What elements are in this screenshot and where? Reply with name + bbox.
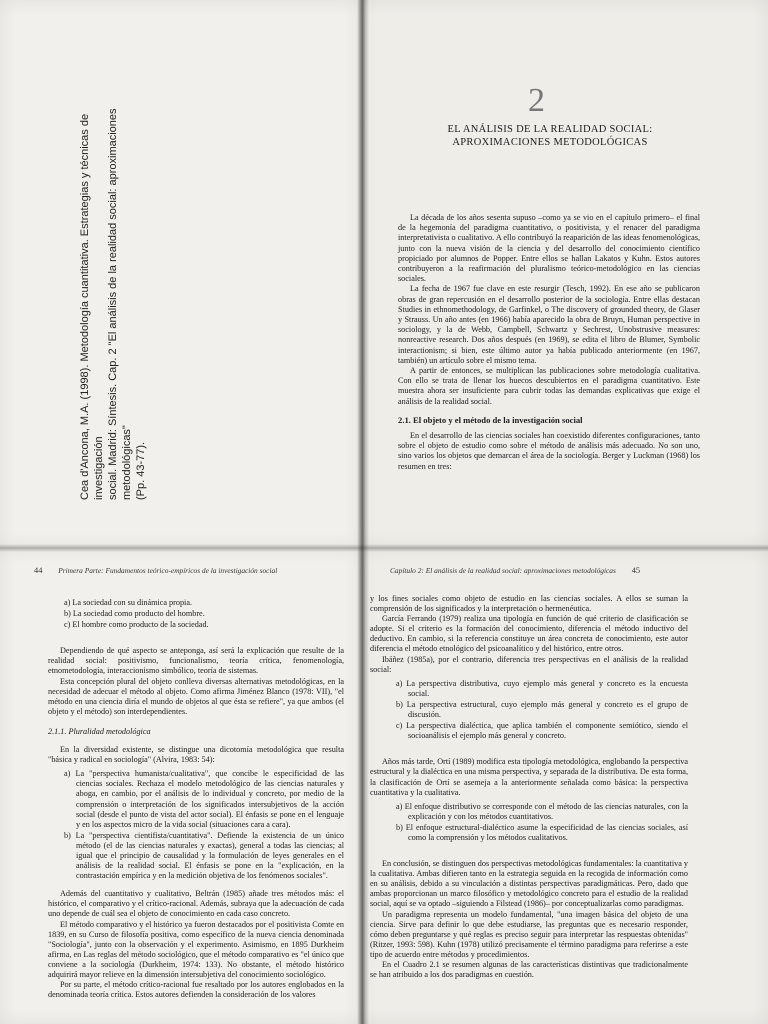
list-item: b) La "perspectiva cientifista/cuantitativa". Defiende la existencia de un único método (el de las ciencias naturales y exactas), general a todas las ciencias; al igual que el principio de causalidad y la formulación de leyes generales en el análisis de la realidad social. El énfasis se pone en la "explicación, en la contrastación empírica y en la medición objetiva de los fenómenos sociales". (64, 830, 344, 881)
list-item: a) La perspectiva distributiva, cuyo ejemplo más general y concreto es la encuesta social. (396, 678, 688, 698)
paragraph: Esta concepción plural del objeto conlleva diversas alternativas metodológicas, en la necesidad de adecuar el método al objeto. Como afirma Jiménez Blanco (1978: VII), "el método en una ciencia diría el mundo de objetos al que ésta se refiere", ya que ambos (el objeto y el método) son interdependientes. (48, 676, 344, 716)
chapter-title-line-2: APROXIMACIONES METODOLÓGICAS (452, 137, 648, 148)
paragraph: En la diversidad existente, se distingue una dicotomía metodológica que resulta "básica y radical en sociología" (Alvira, 1983: 54): (48, 745, 344, 765)
paragraph: Un paradigma representa un modelo fundamental, "una imagen básica del objeto de una ciencia. Sirve para definir lo que debe estudiarse, las preguntas que es necesario responder, cómo deben preguntarse y qué reglas es preciso seguir para interpretar las respuestas obtenidas" (Ritzer, 1993: 598). Kuhn (1978) utilizó precisamente el término paradigma para referirse a este tipo de acuerdo entre métodos y procedimientos. (370, 909, 688, 959)
running-head-text: Primera Parte: Fundamentos teórico-empíricos de la investigación social (58, 566, 278, 575)
paragraph: y los fines sociales como objeto de estudio en las ciencias sociales. A ellos se suman la comprensión de los significados y la interpretación o hermenéutica. (370, 594, 688, 614)
citation-line-3: (Pp. 43-77). (135, 441, 147, 500)
list (370, 679, 688, 742)
paragraph: En el Cuadro 2.1 se resumen algunas de las características distintivas que tradicionalmente se han atribuido a los dos paradigmas en cuestión. (370, 960, 688, 980)
list-item: b) La sociedad como producto del hombre. (64, 609, 205, 619)
list (370, 802, 688, 843)
paragraph: García Ferrando (1979) realiza una tipología en función de qué criterio de clasificación se adopte. Si el criterio es la formación del conocimiento, diferencia el método inductivo del deductivo. En cambio, si la referencia constituye un área concreta de conocimiento, este autor diferencia el método etnológico del psicoanalítico y del histórico, entre otros. (370, 614, 688, 654)
list-item: a) El enfoque distributivo se corresponde con el método de las ciencias naturales, con la explicación y con los métodos cuantitativos. (396, 801, 688, 821)
list-item: a) La sociedad con su dinámica propia. (64, 598, 192, 607)
citation-line-1: Cea d'Ancona, M.A. (1998). Metodología cuantitativa. Estrategias y técnicas de investigación (79, 113, 105, 500)
section-heading: 2.1. El objeto y el método de la investigación social (398, 414, 583, 425)
running-head (20, 566, 277, 575)
paragraph: En el desarrollo de las ciencias sociales han coexistido diferentes configuraciones, tanto sobre el objeto de estudio como sobre el método de análisis más adecuado. No son uno, sino varios los objetos que demarcan el área de la sociología. Berger y Luckman (1968) los resumen en tres: (398, 431, 700, 471)
running-head (390, 566, 654, 575)
list (48, 598, 344, 630)
page-number: 45 (631, 566, 641, 575)
chapter-number: 2 (528, 82, 545, 119)
chapter-title-line-1: EL ANÁLISIS DE LA REALIDAD SOCIAL: (447, 124, 653, 135)
citation-line-2: social. Madrid: Síntesis. Cap. 2 "El análisis de la realidad social: aproximaciones metodológicas" (107, 108, 133, 500)
paragraph: Dependiendo de qué aspecto se anteponga, así será la explicación que resulte de la realidad social: positivismo, funcionalismo, teoría crítica, fenomenología, etnometodología, interaccionismo simbólico, teoría de sistemas. (48, 646, 344, 676)
paragraph: Años más tarde, Ortí (1989) modifica esta tipología metodológica, englobando la perspectiva estructural y la dialéctica en una misma perspectiva, y separada de la distributiva. De esta forma, la clasificación de Ortí se asemeja a la anteriormente señalada como básica: la perspectiva cuantitativa y la cualitativa. (370, 757, 688, 797)
citation-note (78, 80, 148, 500)
list-item: b) El enfoque estructural-dialéctico asume la especificidad de las ciencias sociales, así como la comprensión y los métodos cualitativos. (396, 822, 688, 842)
book-gutter-shadow (357, 0, 369, 1024)
paragraph: La década de los años sesenta supuso –como ya se vio en el capítulo primero– el final de la hegemonía del paradigma cuantitativo, o positivista, y el renacer del paradigma interpretativista o cualitativo. A ello contribuyó la reaparición de las ideas fenomenológicas, junto con la nueva visión de la ciencia y del desarrollo del conocimiento científico propiciado por alumnos de Popper. Entre ellos se hallan Lakatos y Kuhn. Estos autores contribuyeron a la reafirmación del pluralismo teórico-metodológico en las ciencias sociales. (398, 213, 700, 284)
chapter-title (400, 123, 700, 149)
paragraph: A partir de entonces, se multiplican las publicaciones sobre metodología cualitativa. Con ello se trata de llenar los huecos descubiertos en el paradigma cuantitativo. Este muestra ahora ser insuficiente para cubrir todas las demandas explicativas que exige el análisis de la realidad social. (398, 366, 700, 406)
paragraph: Por su parte, el método crítico-racional fue resaltado por los autores englobados en la denominada teoría crítica. Estos autores defienden la consideración de los valores (48, 980, 344, 1000)
subsection-heading: 2.1.1. Pluralidad metodológica (48, 726, 151, 736)
list (48, 769, 344, 881)
page-citation (0, 0, 360, 548)
page-number: 44 (34, 566, 43, 575)
page-45-body (370, 594, 688, 980)
page-43-body (398, 213, 700, 472)
paragraph: La fecha de 1967 fue clave en este resurgir (Tesch, 1992). En ese año se publicaron obras de gran repercusión en el desarrollo posterior de la sociología. Entre ellas destacan Studies in ethnomethodology, de Garfinkel, o The discovery of grounded theory, de Glaser y Strauss. Un año antes (en 1966) había aparecido la obra de Bruyn, Human perspective in sociology, y la de Webb, Campbell, Schwartz y Sechrest, Unobstrusive measures: nonreactive research. Dos años después (en 1969), se edita el libro de Blumer, Symbolic interactionism; si bien, este último autor ya había publicado anteriormente (en 1967, también) un artículo sobre el mismo tema. (398, 284, 700, 365)
paragraph: Además del cuantitativo y cualitativo, Beltrán (1985) añade tres métodos más: el histórico, el comparativo y el crítico-racional. Además, subraya que la adecuación de cada uno depende de cuál sea el objeto de conocimiento en cada caso concreto. (48, 889, 344, 919)
page-44 (0, 548, 360, 1024)
paragraph: El método comparativo y el histórico ya fueron destacados por el positivista Comte en 1839, en su Curso de filosofía positiva, como específico de la nueva ciencia denominada "Sociología", junto con la observación y el experimento. Asimismo, en 1895 Durkheim afirma, en Las reglas del método sociológico, que el método comparativo es "el único que conviene a la sociología (Durkheim, 1974: 133). No obstante, el método histórico adquirirá mayor relieve en la dimensión intersubjetiva del conocimiento sociológico. (48, 919, 344, 979)
paragraph: Ibáñez (1985a), por el contrario, diferencia tres perspectivas en el análisis de la realidad social: (370, 654, 688, 674)
paragraph: En conclusión, se distinguen dos perspectivas metodológicas fundamentales: la cuantitativa y la cualitativa. Ambas difieren tanto en la estrategia seguida en la recogida de información como en su análisis, debido a su vinculación a distintas perspectivas paradigmáticas. Pero, dado que ambas proporcionan un marco filosófico y metodológico concreto para el estudio de la realidad social, aquí se va optado –siguiendo a Filstead (1986)– por conceptualizarlas como paradigmas. (370, 859, 688, 909)
scan-seam (0, 544, 768, 552)
running-head-text: Capítulo 2: El análisis de la realidad social: aproximaciones metodológicas (390, 566, 616, 575)
page-43 (360, 0, 768, 548)
list-item: c) La perspectiva dialéctica, que aplica también el componente semiótico, siendo el socioanálisis el ejemplo más general y concreto. (396, 721, 688, 741)
list-item: a) La "perspectiva humanista/cualitativa", que concibe le especificidad de las ciencias sociales. Rechaza el modelo metodológico de las ciencias naturales y aboga, en cambio, por el análisis de lo individual y concreto, por medio de la comprensión o interpretación de los significados intersubjetivos de la acción social (desde el punto de vista del actor social). El énfasis se pone en el lenguaje y en los aspectos micro de la vida social (situaciones cara a cara). (64, 769, 344, 829)
page-44-body (48, 594, 344, 1000)
list-item: c) El hombre como producto de la sociedad. (64, 620, 209, 630)
page-45 (360, 548, 768, 1024)
list-item: b) La perspectiva estructural, cuyo ejemplo más general y concreto es el grupo de discusión. (396, 699, 688, 720)
